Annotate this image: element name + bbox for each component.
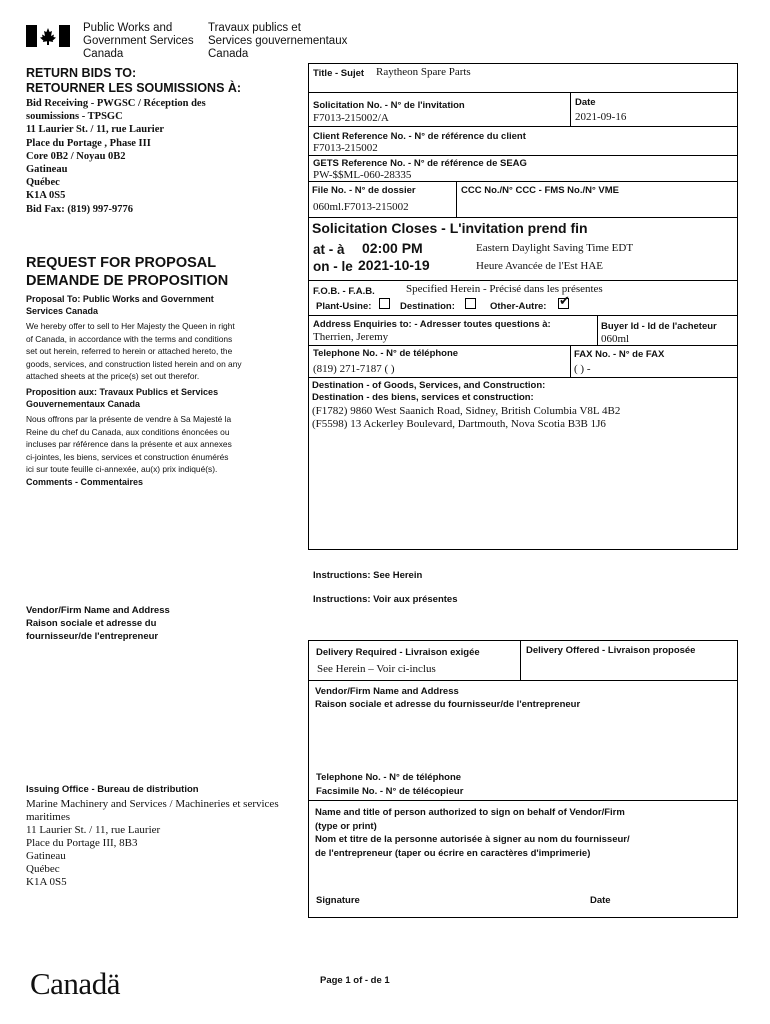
file-no-label: File No. - N° de dossier: [312, 185, 416, 196]
client-reference-label: Client Reference No. - N° de référence du client: [313, 131, 526, 142]
instructions-en: Instructions: See Herein: [313, 570, 423, 581]
on-label: on - le: [313, 259, 353, 274]
buyer-id-value: 060ml: [601, 333, 630, 345]
ccc-no-label: CCC No./N° CCC - FMS No./N° VME: [461, 185, 620, 196]
at-label: at - à: [313, 242, 345, 257]
other-label: Other-Autre:: [490, 301, 547, 312]
destination-addresses: (F1782) 9860 West Saanich Road, Sidney, British Columbia V8L 4B2 (F5598) 13 Ackerley Boulevard, Dartmouth, Nova Scotia B3B 1J6: [312, 405, 621, 430]
destination-checkbox[interactable]: [465, 298, 476, 309]
page-number: Page 1 of - de 1: [320, 975, 390, 986]
proposal-to-fr: Proposition aux: Travaux Publics et Services Gouvernementaux Canada: [26, 387, 219, 409]
telephone2-label: Telephone No. - N° de téléphone: [316, 772, 462, 783]
fax-label: FAX No. - N° de FAX: [574, 349, 665, 360]
signature-date-label: Date: [590, 895, 611, 906]
closing-time-value: 02:00 PM: [362, 240, 423, 256]
proposal-title: REQUEST FOR PROPOSAL DEMANDE DE PROPOSITION: [26, 255, 229, 289]
issuing-office-label: Issuing Office - Bureau de distribution: [26, 784, 199, 795]
proposal-to-en: Proposal To: Public Works and Government Services Canada: [26, 294, 214, 316]
telephone-value: (819) 271-7187 ( ): [313, 363, 395, 375]
destination-label: Destination:: [400, 301, 455, 312]
canada-wordmark: Canadä: [30, 966, 120, 1001]
file-no-value: 060ml.F7013-215002: [313, 201, 409, 213]
delivery-required-label: Delivery Required - Livraison exigée: [316, 647, 480, 658]
address-enquiries-value: Therrien, Jeremy: [313, 331, 389, 343]
buyer-id-label: Buyer Id - Id de l'acheteur: [601, 321, 717, 332]
destination-of-goods-label: Destination - of Goods, Services, and Construction: Destination - des biens, services et construction:: [312, 380, 546, 403]
department-name-fr: Travaux publics et Services gouvernementaux Canada: [208, 22, 348, 60]
plant-label: Plant-Usine:: [316, 301, 372, 312]
solicitation-no-value: F7013-215002/A: [313, 112, 389, 124]
return-bids-address: Bid Receiving - PWGSC / Réception des soumissions - TPSGC 11 Laurier St. / 11, rue Laurier Place du Portage , Phase III Core 0B2 / Noyau 0B2 Gatineau Québec K1A 0S5 Bid Fax: (819) 997-9776: [26, 98, 206, 215]
date-label: Date: [575, 97, 596, 108]
return-bids-title: RETURN BIDS TO: RETOURNER LES SOUMISSIONS À:: [26, 66, 242, 95]
authorized-person-label: Name and title of person authorized to sign on behalf of Vendor/Firm (type or print) Nom et titre de la personne autorisée à signer au nom du fournisseur/ de l'entrepreneur (taper ou écrire en caractères d'imprimerie): [315, 807, 630, 859]
title-label: Title - Sujet: [313, 68, 365, 79]
closing-date-value: 2021-10-19: [358, 257, 430, 273]
gets-reference-value: PW-$$ML-060-28335: [313, 169, 412, 181]
title-value: Raytheon Spare Parts: [376, 66, 471, 78]
solicitation-no-label: Solicitation No. - N° de l'invitation: [313, 100, 465, 111]
vendor-left-label: Vendor/Firm Name and Address Raison sociale et adresse du fournisseur/de l'entrepreneur: [26, 605, 170, 642]
client-reference-value: F7013-215002: [313, 142, 378, 154]
comments-label: Comments - Commentaires: [26, 477, 144, 487]
gets-reference-label: GETS Reference No. - N° de référence de SEAG: [313, 158, 527, 169]
fob-value: Specified Herein - Précisé dans les présentes: [406, 283, 603, 295]
proposal-text-fr: Nous offrons par la présente de vendre à Sa Majesté la Reine du chef du Canada, aux conditions énoncées ou incluses par référence dans la présente et aux annexes ci-jointes, les biens, services et construction énumérés ici sur toute feuille ci-annexée, au(x) prix indiqué(s).: [26, 414, 232, 475]
address-enquiries-label: Address Enquiries to: - Adresser toutes questions à:: [313, 319, 551, 330]
timezone-en: Eastern Daylight Saving Time EDT: [476, 242, 634, 254]
plant-checkbox[interactable]: [379, 298, 390, 309]
issuing-office-address: Marine Machinery and Services / Machineries et services maritimes 11 Laurier St. / 11, rue Laurier Place du Portage III, 8B3 Gatineau Québec K1A 0S5: [26, 798, 279, 888]
facsimile-label: Facsimile No. - N° de télécopieur: [316, 786, 464, 797]
date-value: 2021-09-16: [575, 111, 627, 123]
instructions-fr: Instructions: Voir aux présentes: [313, 594, 458, 605]
vendor-firm-label: Vendor/Firm Name and Address Raison sociale et adresse du fournisseur/de l'entrepreneur: [315, 686, 581, 710]
telephone-label: Telephone No. - N° de téléphone: [313, 348, 459, 359]
fob-label: F.O.B. - F.A.B.: [313, 286, 375, 297]
canada-flag-icon: [26, 25, 70, 47]
delivery-required-value: See Herein – Voir ci-inclus: [317, 663, 436, 675]
solicitation-closes-title: Solicitation Closes - L'invitation prend fin: [312, 220, 588, 236]
delivery-offered-label: Delivery Offered - Livraison proposée: [526, 645, 696, 656]
proposal-text-en: We hereby offer to sell to Her Majesty the Queen in right of Canada, in accordance with the terms and conditions set out herein, referred to herein or attached hereto, the goods, services, and construction listed herein and on any attached sheets at the price(s) set out therefor.: [26, 321, 242, 382]
fax-value: ( ) -: [574, 363, 591, 375]
signature-label: Signature: [316, 895, 360, 906]
department-name-en: Public Works and Government Services Canada: [83, 22, 194, 60]
check-mark-icon: ✔: [559, 294, 570, 309]
timezone-fr: Heure Avancée de l'Est HAE: [476, 260, 604, 272]
